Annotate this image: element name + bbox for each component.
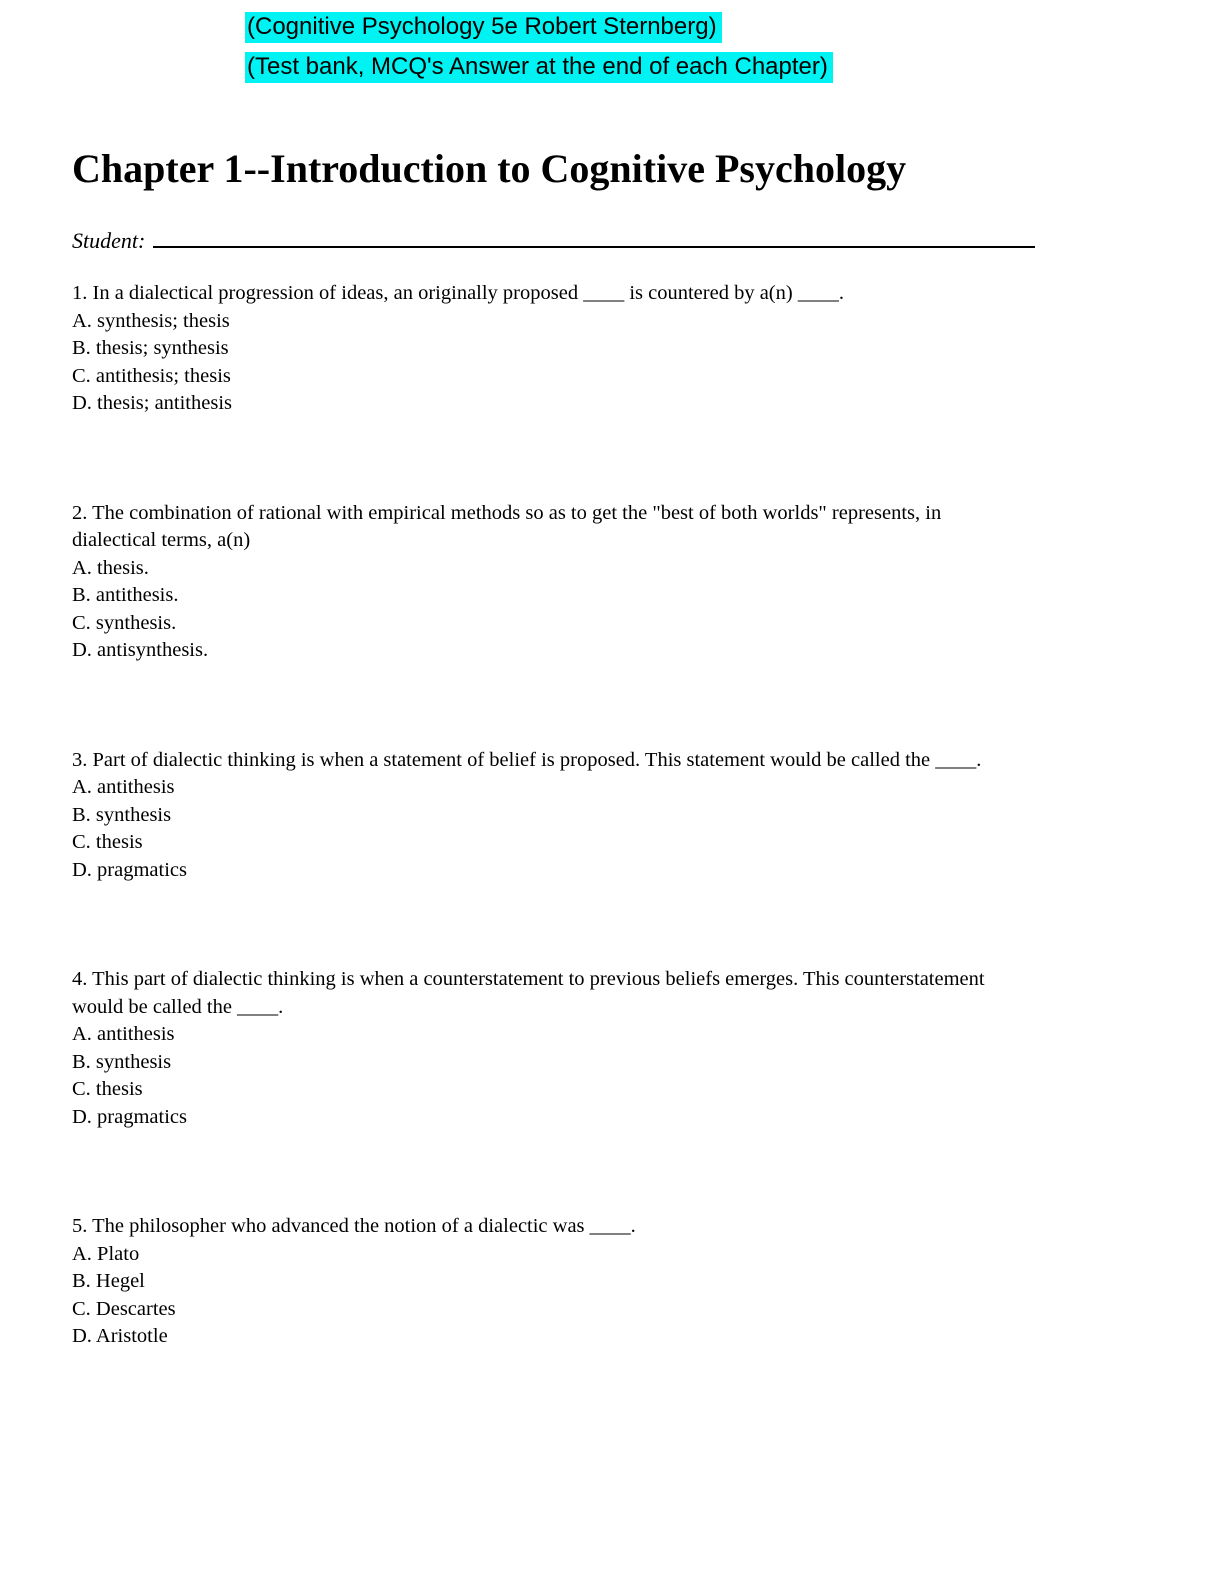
question-option-a: A. synthesis; thesis [72, 309, 230, 332]
question-option-d: D. thesis; antithesis [72, 392, 233, 414]
question-block-5 [72, 1213, 1224, 1351]
question-option-b: B. antithesis. [72, 584, 179, 606]
question-text: 5. The philosopher who advanced the notion of a dialectic was ____. [72, 1215, 636, 1237]
student-name-blank [153, 226, 1035, 248]
highlighted-text: (Test bank, MCQ's Answer at the end of each Chapter) [245, 52, 833, 83]
question-option-a: A. antithesis [72, 1023, 175, 1045]
question-text: 4. This part of dialectic thinking is when a counterstatement to previous beliefs emerges. This counterstatement [72, 968, 985, 990]
question-text: 2. The combination of rational with empirical methods so as to get the "best of both worlds" represents, in [72, 501, 942, 524]
question-option-b: B. synthesis [72, 1050, 172, 1073]
student-name-line [72, 226, 1035, 255]
question-text: 1. In a dialectical progression of ideas, an originally proposed ____ is countered by a(n) ____. [72, 282, 844, 304]
student-label: Student: [72, 228, 146, 253]
question-block-1 [72, 280, 1224, 418]
question-block-2 [72, 500, 1224, 665]
question-text-continued: would be called the ____. [72, 995, 284, 1018]
question-option-c: C. thesis [72, 831, 143, 853]
highlighted-text: (Cognitive Psychology 5e Robert Sternberg) [245, 12, 722, 43]
question-option-b: B. synthesis [72, 803, 172, 826]
question-option-a: A. thesis. [72, 556, 149, 579]
question-option-c: C. Descartes [72, 1297, 176, 1320]
question-option-d: D. Aristotle [72, 1325, 168, 1347]
question-option-d: D. pragmatics [72, 1105, 187, 1128]
header-line-1 [245, 12, 833, 43]
question-option-c: C. antithesis; thesis [72, 364, 231, 387]
header-line-2 [245, 52, 833, 83]
question-block-4 [72, 966, 1224, 1131]
question-option-a: A. antithesis [72, 776, 175, 798]
question-text: 3. Part of dialectic thinking is when a statement of belief is proposed. This statement would be called the ____. [72, 748, 982, 771]
question-list [72, 280, 1224, 1433]
question-option-d: D. antisynthesis. [72, 639, 209, 661]
question-text-continued: dialectical terms, a(n) [72, 529, 251, 551]
question-option-c: C. thesis [72, 1078, 143, 1100]
question-option-a: A. Plato [72, 1242, 140, 1265]
question-option-d: D. pragmatics [72, 858, 187, 881]
document-header [245, 12, 833, 92]
question-option-c: C. synthesis. [72, 611, 177, 634]
question-block-3 [72, 747, 1224, 885]
question-option-b: B. thesis; synthesis [72, 337, 229, 359]
chapter-title: Chapter 1--Introduction to Cognitive Psychology [72, 145, 907, 191]
question-option-b: B. Hegel [72, 1270, 145, 1292]
